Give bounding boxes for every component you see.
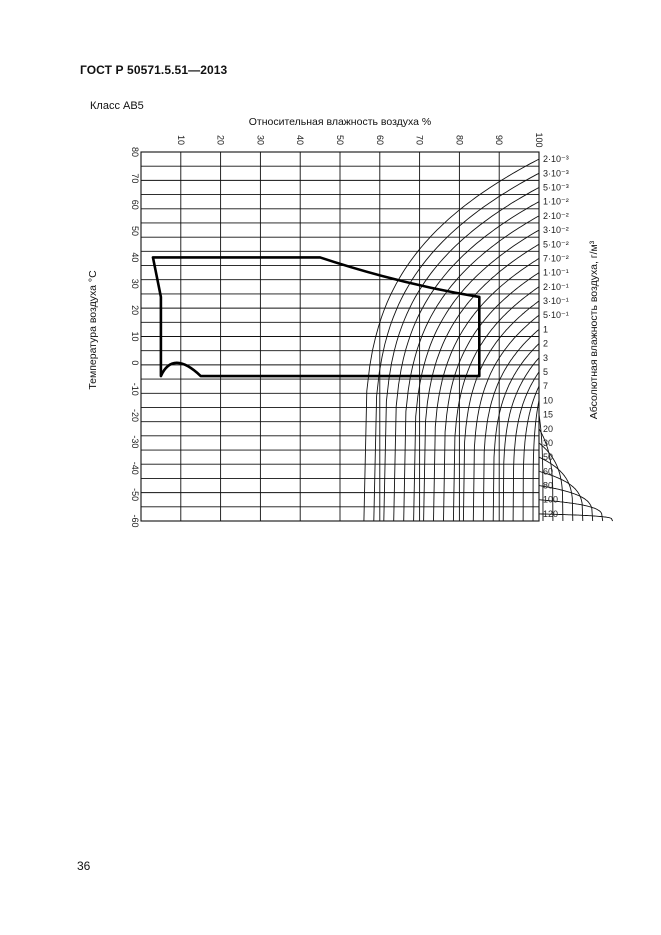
y-right-tick-label: 20 — [543, 423, 554, 434]
y-left-tick-label: -10 — [130, 382, 140, 396]
x-tick-label: 20 — [215, 134, 226, 146]
y-left-tick-label: 50 — [130, 226, 140, 237]
y-right-tick-label: 120 — [543, 508, 559, 519]
y-right-tick-label: 7·10⁻² — [543, 253, 569, 264]
x-tick-label: 70 — [414, 134, 425, 146]
y-right-tick-label: 3 — [543, 352, 549, 363]
humidity-curve — [444, 273, 540, 521]
y-right-tick-label: 60 — [543, 466, 554, 477]
absolute-humidity-curves — [364, 159, 613, 521]
y-left-tick-label: 60 — [130, 199, 140, 210]
y-left-tick-label: -20 — [130, 409, 140, 423]
humidity-curve — [503, 358, 539, 521]
x-tick-label: 60 — [374, 134, 385, 146]
y-right-tick-label: 1 — [543, 324, 549, 335]
y-right-tick-label: 5 — [543, 366, 549, 377]
humidity-curve — [533, 400, 539, 521]
y-right-tick-label: 5·10⁻³ — [543, 182, 569, 193]
y-right-tick-label: 15 — [543, 409, 554, 420]
y-left-tick-label: -50 — [130, 488, 140, 502]
y-axis-right-title: Абсолютная влажность воздуха, г/м³ — [588, 240, 600, 420]
x-tick-label: 30 — [255, 134, 266, 146]
humidity-curve — [463, 301, 539, 521]
x-tick-label: 100 — [534, 132, 544, 148]
y-right-tick-label: 100 — [543, 494, 559, 505]
humidity-curve — [523, 386, 539, 521]
y-right-tick-label: 3·10⁻² — [543, 225, 569, 236]
y-right-tick-label: 30 — [543, 437, 554, 448]
y-right-tick-label: 2·10⁻² — [543, 210, 569, 221]
page-number: 36 — [77, 859, 91, 873]
x-tick-label: 10 — [175, 134, 186, 146]
y-left-tick-label: 70 — [130, 173, 140, 184]
y-left-tick-label: 20 — [130, 305, 140, 316]
y-left-tick-label: 10 — [130, 331, 140, 342]
document-header: ГОСТ Р 50571.5.51—2013 — [80, 63, 228, 77]
x-tick-label: 90 — [494, 134, 505, 146]
y-right-tick-label: 2 — [543, 338, 549, 349]
x-tick-label: 80 — [454, 134, 465, 146]
x-tick-label: 50 — [335, 134, 345, 146]
y-left-tick-label: -40 — [130, 461, 140, 475]
y-axis-left-title: Температура воздуха °С — [87, 270, 99, 390]
tick-labels — [130, 132, 569, 527]
y-right-tick-label: 3·10⁻¹ — [543, 296, 569, 307]
y-right-tick-label: 1·10⁻¹ — [543, 267, 569, 278]
y-right-tick-label: 3·10⁻³ — [543, 168, 569, 179]
humidity-curve — [394, 202, 539, 521]
y-left-tick-label: 80 — [130, 146, 140, 158]
class-label: Класс АВ5 — [90, 100, 144, 112]
y-right-tick-label: 50 — [543, 452, 554, 463]
y-right-tick-label: 1·10⁻² — [543, 196, 569, 207]
x-axis-title: Относительная влажность воздуха % — [248, 116, 432, 128]
humidity-curve — [374, 173, 539, 521]
y-right-tick-label: 5·10⁻² — [543, 239, 569, 250]
y-left-tick-label: -30 — [130, 435, 140, 449]
y-right-tick-label: 7 — [543, 381, 549, 392]
y-right-tick-label: 80 — [543, 480, 554, 491]
y-left-tick-label: 40 — [130, 252, 140, 263]
y-left-tick-label: 0 — [130, 360, 140, 366]
y-left-tick-label: -60 — [130, 514, 140, 528]
y-right-tick-label: 2·10⁻³ — [543, 154, 569, 165]
y-right-tick-label: 10 — [543, 395, 554, 406]
y-left-tick-label: 30 — [130, 278, 140, 289]
y-right-tick-label: 5·10⁻¹ — [543, 310, 569, 321]
humidity-curve — [473, 315, 539, 521]
y-right-tick-label: 2·10⁻¹ — [543, 281, 569, 292]
x-tick-label: 40 — [295, 134, 306, 146]
